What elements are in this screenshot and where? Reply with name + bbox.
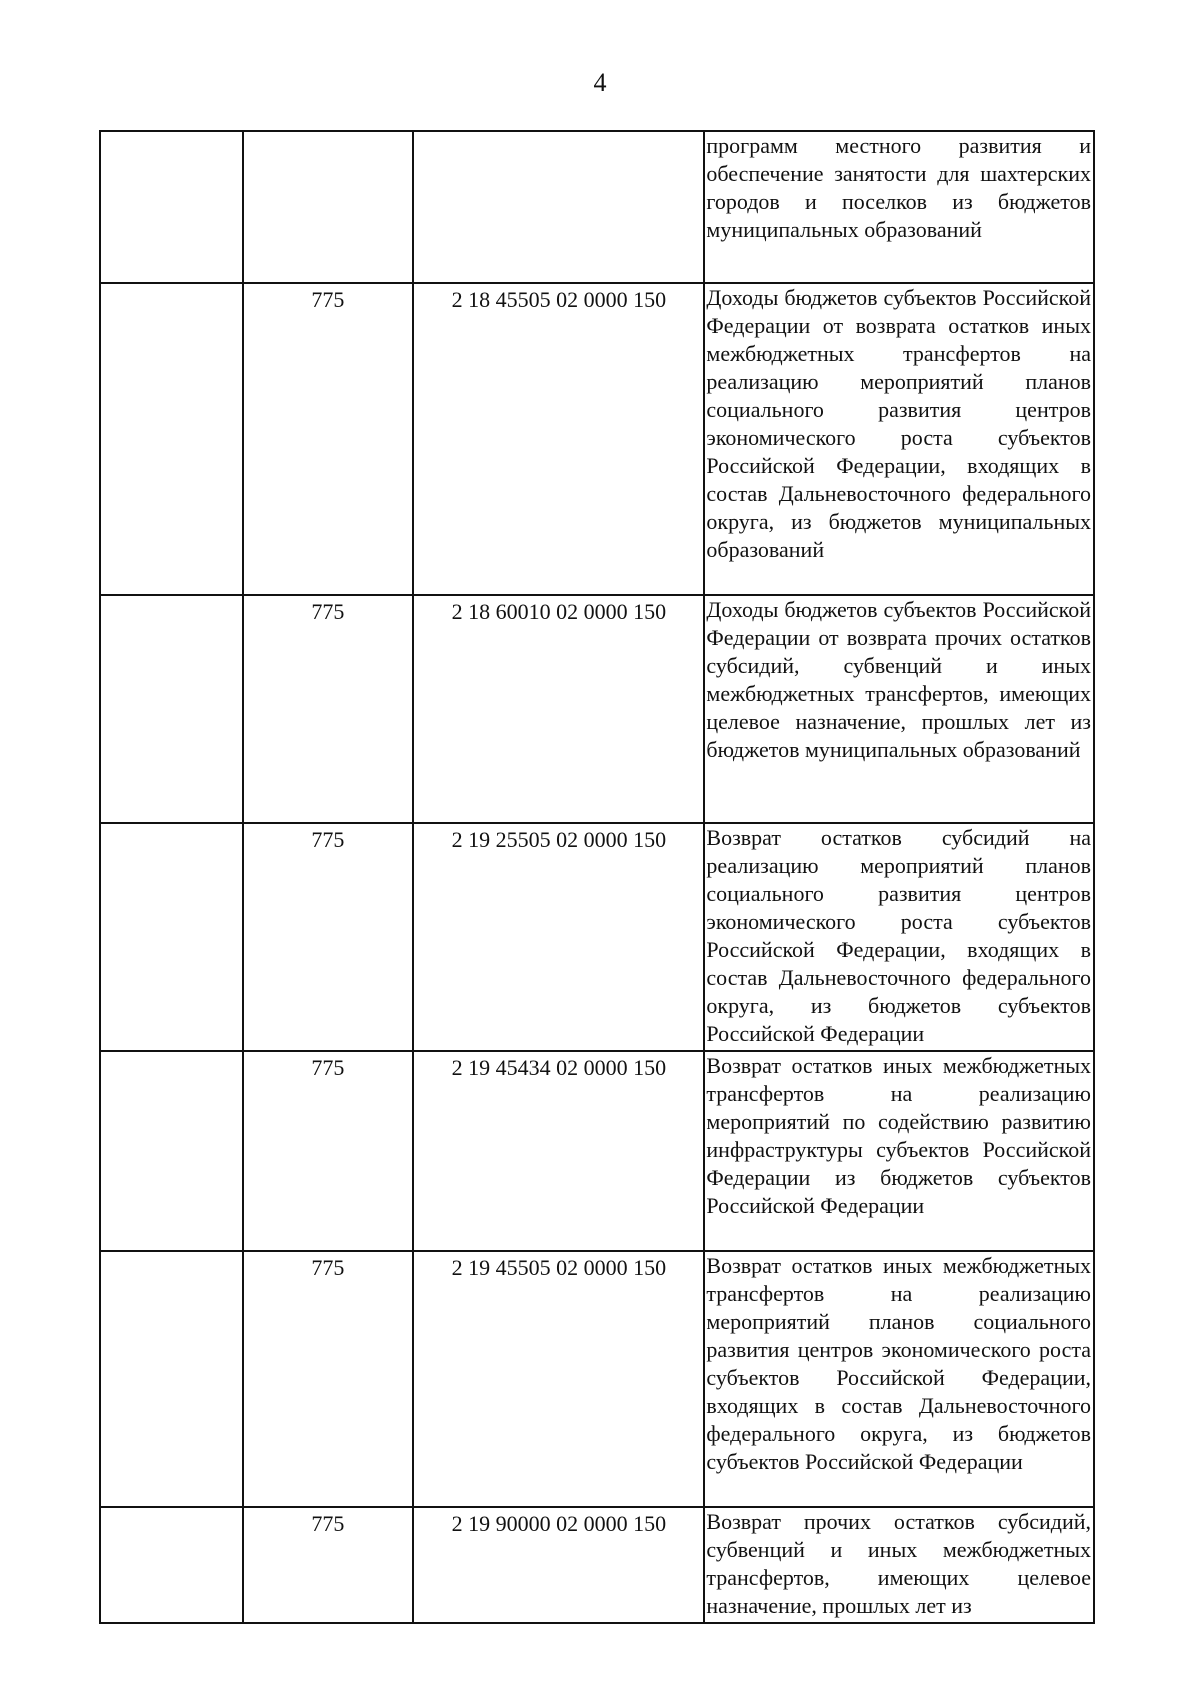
table-row: [100, 1507, 1094, 1623]
description-cell: Возврат остатков иных межбюджетных трансфертов на реализацию мероприятий по содействию развитию инфраструктуры субъектов Российской Федерации из бюджетов субъектов Российской Федерации: [704, 1051, 1094, 1251]
admin-code-cell: 775: [243, 823, 414, 1051]
table-row: [100, 1051, 1094, 1251]
empty-cell: [100, 595, 243, 823]
admin-code-cell: 775: [243, 1251, 414, 1507]
empty-cell: [100, 1251, 243, 1507]
page-number: 4: [593, 68, 607, 97]
admin-code-cell: [243, 131, 414, 283]
description-cell: программ местного развития и обеспечение занятости для шахтерских городов и поселков из бюджетов муниципальных образований: [704, 131, 1094, 283]
kbk-cell: 2 19 45434 02 0000 150: [413, 1051, 704, 1251]
description-cell: Доходы бюджетов субъектов Российской Федерации от возврата прочих остатков субсидий, субвенций и иных межбюджетных трансфертов, имеющих целевое назначение, прошлых лет из бюджетов муниципальных образований: [704, 595, 1094, 823]
admin-code-cell: 775: [243, 283, 414, 595]
empty-cell: [100, 1507, 243, 1623]
kbk-cell: 2 19 45505 02 0000 150: [413, 1251, 704, 1507]
description-cell: Возврат остатков иных межбюджетных трансфертов на реализацию мероприятий планов социального развития центров экономического роста субъектов Российской Федерации, входящих в состав Дальневосточного федерального округа, из бюджетов субъектов Российской Федерации: [704, 1251, 1094, 1507]
admin-code-cell: 775: [243, 595, 414, 823]
table-row: [100, 131, 1094, 283]
description-cell: Возврат прочих остатков субсидий, субвенций и иных межбюджетных трансфертов, имеющих целевое назначение, прошлых лет из: [704, 1507, 1094, 1623]
empty-cell: [100, 283, 243, 595]
kbk-cell: 2 18 60010 02 0000 150: [413, 595, 704, 823]
admin-code-cell: 775: [243, 1507, 414, 1623]
table-row: [100, 283, 1094, 595]
kbk-cell: [413, 131, 704, 283]
description-cell: Доходы бюджетов субъектов Российской Федерации от возврата остатков иных межбюджетных трансфертов на реализацию мероприятий планов социального развития центров экономического роста субъектов Российской Федерации, входящих в состав Дальневосточного федерального округа, из бюджетов муниципальных образований: [704, 283, 1094, 595]
table-row: [100, 823, 1094, 1051]
empty-cell: [100, 131, 243, 283]
empty-cell: [100, 823, 243, 1051]
table-row: [100, 595, 1094, 823]
kbk-cell: 2 19 25505 02 0000 150: [413, 823, 704, 1051]
kbk-cell: 2 18 45505 02 0000 150: [413, 283, 704, 595]
description-cell: Возврат остатков субсидий на реализацию мероприятий планов социального развития центров экономического роста субъектов Российской Федерации, входящих в состав Дальневосточного федерального округа, из бюджетов субъектов Российской Федерации: [704, 823, 1094, 1051]
admin-code-cell: 775: [243, 1051, 414, 1251]
empty-cell: [100, 1051, 243, 1251]
kbk-cell: 2 19 90000 02 0000 150: [413, 1507, 704, 1623]
revenue-codes-table: [99, 130, 1095, 1624]
table-row: [100, 1251, 1094, 1507]
